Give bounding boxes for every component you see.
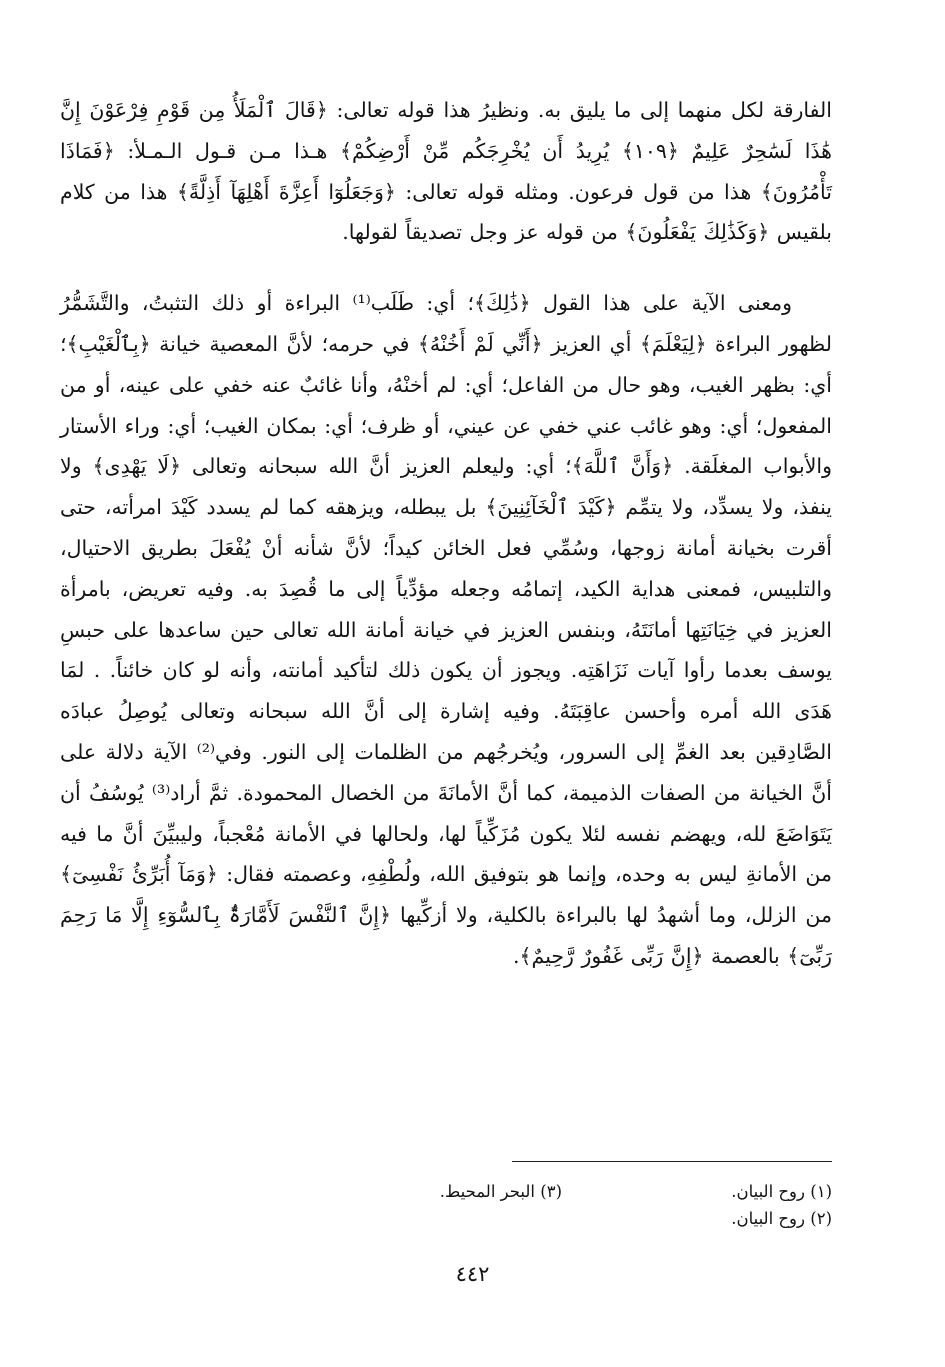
footnote-1: (١) روح البيان. xyxy=(731,1182,832,1201)
paragraph-2: ومعنى الآية على هذا القول ﴿ذَٰلِكَ﴾؛ أي: طَلَب⁽¹⁾ البراءة أو ذلك التثبتُ، والتَّشَمُّرُ لظهور البراءة ﴿لِيَعْلَمَ﴾ أي العزيز ﴿أَنِّي لَمْ أَخُنْهُ﴾ في حرمه؛ لأنَّ المعصية خيانة ﴿بِٱلْغَيْبِ﴾؛ أي: بظهر الغيب، وهو حال من الفاعل؛ أي: لم أخنْهُ، وأنا غائبٌ عنه خفي على عينه، أو من المفعول؛ أي: وهو غائب عني خفي عن عيني، أو ظرف؛ أي: بمكان الغيب؛ أي: وراء الأستار والأبواب المغلَقة. ﴿وَأَنَّ ٱللَّهَ﴾؛ أي: وليعلم العزيز أنَّ الله سبحانه وتعالى ﴿لَا يَهْدِى﴾ ولا ينفذ، ولا يسدِّد، ولا يتمِّم ﴿كَيْدَ ٱلْخَآئِنِينَ﴾ بل يبطله، ويزهقه كما لم يسدد كَيْدَ امرأته، حتى أقرت بخيانة أمانة زوجها، وسُمِّي فعل الخائن كيداً؛ لأنَّ شأنه أنْ يُفْعَلَ بطريق الاحتيال، والتلبيس، فمعنى هداية الكيد، إتمامُه وجعله مؤدِّياً إلى ما قُصِدَ به. وفيه تعريض، بامرأة العزيز في خِيَانَتِها أمانَتَهُ، وبنفس العزيز في خيانة أمانة الله تعالى حين ساعدها على حبسِ يوسف بعدما رأوا آيات نَزَاهَتِه. ويجوز أن يكون ذلك لتأكيد أمانته، وأنه لو كان خائناً. . لمَا هَدَى الله أمره وأحسن عاقِبَتَهُ. وفيه إشارة إلى أنَّ الله سبحانه وتعالى يُوصِلُ عبادَه الصَّادِقين بعد الغمِّ إلى السرور، ويُخرجُهم من الظلمات إلى النور. وفي⁽²⁾ الآية دلالة على أنَّ الخيانة من الصفات الذميمة، كما أنَّ الأمانَةَ من الخصال المحمودة. ثمَّ أراد⁽³⁾ يُوسُفُ أن يَتَوَاضَعَ لله، ويهضم نفسه لئلا يكون مُزَكِّياً لها، ولحالها في الأمانة مُعْجباً، وليبيِّنَ أنَّ ما فيه من الأمانةِ ليس به وحده، وإنما هو بتوفيق الله، ولُطْفِهِ، وعصمته فقال: ﴿وَمَآ أُبَرِّئُ نَفْسِىٓ﴾ من الزلل، وما أشهدُ لها بالبراءة بالكلية، ولا أزكِّيها ﴿إِنَّ ٱلنَّفْسَ لَأَمَّارَةٌۢ بِٱلسُّوٓءِ إِلَّا مَا رَحِمَ رَبِّىٓ﴾ بالعصمة ﴿إِنَّ رَبِّى غَفُورٌ رَّحِيمٌ﴾. xyxy=(60,291,832,968)
footnotes xyxy=(92,1178,832,1232)
page-number: ٤٤٢ xyxy=(455,1262,490,1286)
footnote-column-right xyxy=(562,1178,832,1232)
footnote-divider xyxy=(512,1161,832,1162)
footnote-3: (٣) البحر المحيط. xyxy=(439,1182,562,1201)
footnote-row xyxy=(92,1178,832,1232)
footnote-column-left xyxy=(440,1178,562,1232)
page-body xyxy=(60,90,832,977)
footnote-2: (٢) روح البيان. xyxy=(731,1209,832,1228)
paragraph-1: الفارقة لكل منهما إلى ما يليق به. ونظيرُ هذا قوله تعالى: ﴿قَالَ ٱلْمَلَأُ مِن قَوْمِ فِرْعَوْنَ إِنَّ هَٰذَا لَسَٰحِرٌ عَلِيمٌ ﴿١٠٩﴾ يُرِيدُ أَن يُخْرِجَكُم مِّنْ أَرْضِكُمْ﴾ هـذا مـن قـول الـمـلأ: ﴿فَمَاذَا تَأْمُرُونَ﴾ هذا من قول فرعون. ومثله قوله تعالى: ﴿وَجَعَلُوٓا أَعِزَّةَ أَهْلِهَآ أَذِلَّةً﴾ هذا من كلام بلقيس ﴿وَكَذَٰلِكَ يَفْعَلُونَ﴾ من قوله عز وجل تصديقاً لقولها. xyxy=(60,98,832,245)
